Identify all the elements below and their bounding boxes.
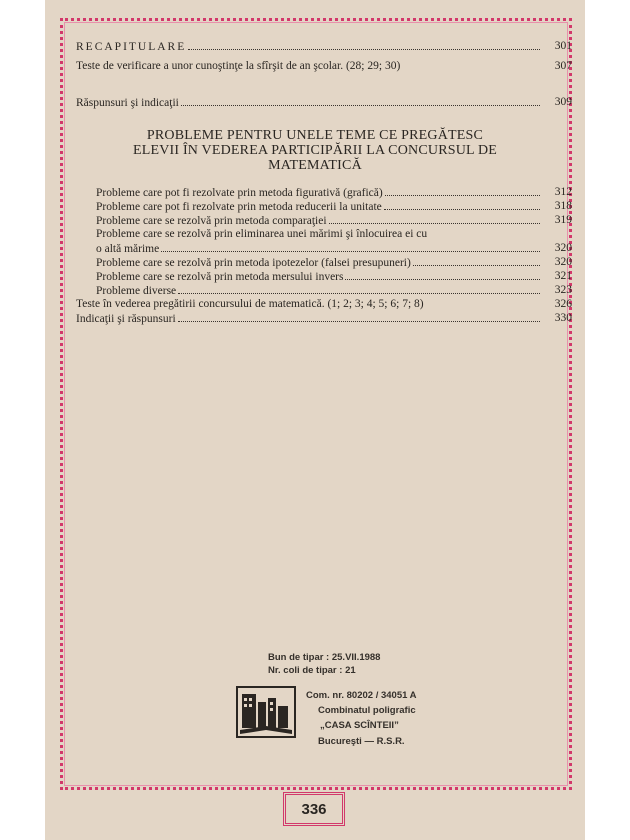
oras: Bucureşti — R.S.R.: [318, 736, 405, 747]
toc-label: Teste în vederea pregătirii concursului de matematică. (1; 2; 3; 4; 5; 6; 7; 8): [76, 298, 424, 310]
section-heading-line-1: PROBLEME PENTRU UNELE TEME CE PREGĂTESC: [146, 128, 484, 143]
toc-page: 319: [554, 214, 572, 226]
toc-label: Teste de verificare a unor cunoştinţe la sfîrşit de an şcolar. (28; 29; 30): [76, 60, 401, 72]
leader-dots: [161, 242, 540, 252]
toc-label: Probleme care se rezolvă prin metoda mersului invers: [96, 271, 344, 284]
toc-label: Indicaţii şi răspunsuri: [76, 313, 176, 326]
nr-coli: Nr. coli de tipar : 21: [268, 665, 356, 676]
leader-dots: [384, 200, 540, 210]
toc-page: 323: [554, 284, 572, 296]
toc-page: 307: [554, 60, 572, 72]
toc-entry-recapitulare: [76, 40, 572, 54]
toc-item: [96, 200, 572, 214]
leader-dots: [188, 40, 540, 50]
toc-item: [96, 228, 542, 240]
leader-dots: [385, 186, 540, 196]
toc-label: Probleme care pot fi rezolvate prin metoda reducerii la unitate: [96, 201, 382, 214]
leader-dots: [178, 312, 540, 322]
toc-item: [96, 256, 572, 270]
toc-page: 320: [554, 256, 572, 268]
toc-page: 301: [554, 40, 572, 52]
toc-page: 321: [554, 270, 572, 282]
leader-dots: [178, 284, 540, 294]
toc-label: Probleme care se rezolvă prin eliminarea unei mărimi şi înlocuirea ei cu: [96, 228, 428, 240]
toc-page: 330: [554, 312, 572, 324]
toc-page: 326: [554, 298, 572, 310]
page-number: 336: [301, 800, 327, 818]
toc-label: Răspunsuri şi indicaţii: [76, 97, 179, 110]
toc-page: 309: [554, 96, 572, 108]
toc-item: [96, 214, 572, 228]
toc-label: Probleme care se rezolvă prin metoda ipotezelor (falsei presupuneri): [96, 257, 411, 270]
toc-entry-indicatii: [76, 312, 572, 326]
toc-label: Probleme diverse: [96, 285, 177, 298]
toc-label: Probleme care se rezolvă prin metoda comparaţiei: [96, 215, 327, 228]
combinatul: Combinatul poligrafic: [318, 705, 416, 716]
leader-dots: [413, 256, 540, 266]
com-nr: Com. nr. 80202 / 34051 A: [306, 690, 417, 701]
toc-item: [96, 242, 572, 256]
toc-label: o altă mărime: [96, 243, 160, 256]
section-heading-line-3: MATEMATICĂ: [268, 158, 362, 173]
toc-entry-teste-an: [76, 60, 572, 72]
casa-scinteii: „CASA SCÎNTEII”: [320, 720, 399, 731]
leader-dots: [329, 214, 540, 224]
toc-label: Probleme care pot fi rezolvate prin metoda figurativă (grafică): [96, 187, 383, 200]
leader-dots: [345, 270, 540, 280]
page-number-box: [283, 792, 345, 826]
toc-label: RECAPITULARE: [76, 41, 187, 54]
toc-entry-teste-concurs: [76, 298, 572, 310]
book-building-icon: [238, 688, 294, 736]
toc-item: [96, 284, 572, 298]
section-heading-line-2: ELEVII ÎN VEDEREA PARTICIPĂRII LA CONCURSUL DE: [132, 143, 498, 158]
leader-dots: [181, 96, 540, 106]
bun-de-tipar: Bun de tipar : 25.VII.1988: [268, 652, 381, 663]
toc-item: [96, 270, 572, 284]
toc-page: 320: [554, 242, 572, 254]
toc-page: 312: [554, 186, 572, 198]
toc-entry-raspunsuri: [76, 96, 572, 110]
publisher-logo-icon: [236, 686, 296, 738]
toc-page: 318: [554, 200, 572, 212]
toc-item: [96, 186, 572, 200]
